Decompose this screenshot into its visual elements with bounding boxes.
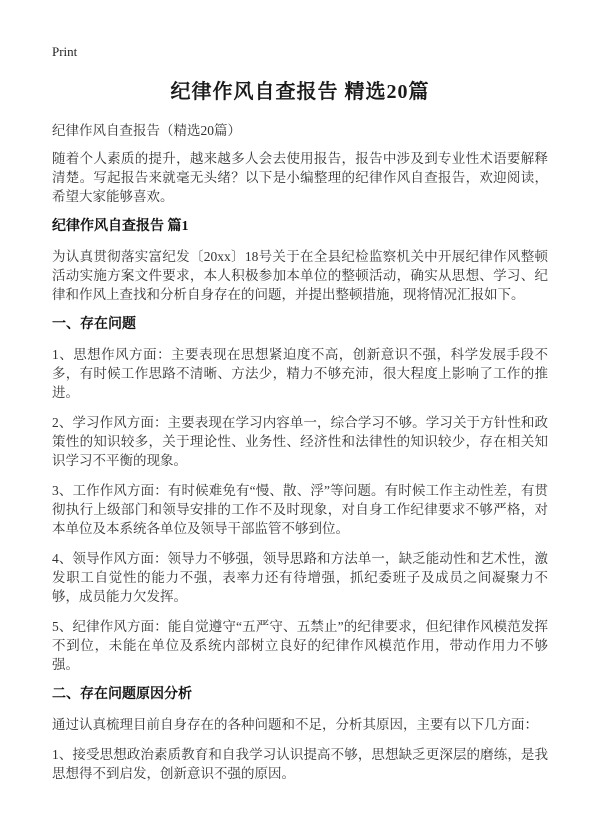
problem-item-4: 4、领导作风方面：领导力不够强，领导思路和方法单一，缺乏能动性和艺术性，激发职工自觉性的能力不强，表率力还有待增强，抓纪委班子及成员之间凝聚力不够，成员能力欠发挥。 — [52, 551, 548, 604]
intro-paragraph: 随着个人素质的提升，越来越多人会去使用报告，报告中涉及到专业性术语要解释清楚。写起报告来就毫无头绪？以下是小编整理的纪律作风自查报告，欢迎阅读，希望大家能够喜欢。 — [52, 151, 548, 204]
cause-item-1: 1、接受思想政治素质教育和自我学习认识提高不够，思想缺乏更深层的磨练，是我思想得不到启发，创新意识不强的原因。 — [52, 747, 548, 781]
section2-heading: 二、存在问题原因分析 — [52, 687, 192, 702]
section2-intro-paragraph: 通过认真梳理目前自身存在的各种问题和不足，分析其原因，主要有以下几方面： — [52, 717, 538, 732]
article1-intro-paragraph: 为认真贯彻落实富纪发〔20xx〕18号关于在全县纪检监察机关中开展纪律作风整顿活动实施方案文件要求，本人积极参加本单位的整顿活动，确实从思想、学习、纪律和作风上查找和分析自身存在的问题，并提出整顿措施，现将情况汇报如下。 — [52, 249, 548, 302]
problem-item-2: 2、学习作风方面：主要表现在学习内容单一，综合学习不够。学习关于方针性和政策性的知识较多，关于理论性、业务性、经济性和法律性的知识较少，存在相关知识学习不平衡的现象。 — [52, 415, 548, 468]
problem-item-1: 1、思想作风方面：主要表现在思想紧迫度不高，创新意识不强，科学发展手段不多，有时候工作思路不清晰、方法少，精力不够充沛，很大程度上影响了工作的推进。 — [52, 347, 548, 400]
article1-heading: 纪律作风自查报告 篇1 — [52, 219, 189, 234]
document-title: 纪律作风自查报告 精选20篇 — [170, 81, 430, 103]
problem-item-3: 3、工作作风方面：有时候难免有“慢、散、浮”等问题。有时候工作主动性差，有贯彻执行上级部门和领导安排的工作不及时现象，对自身工作纪律要求不够严格，对本单位及本系统各单位及领导干部监管不够到位。 — [52, 483, 548, 536]
problem-item-5: 5、纪律作风方面：能自觉遵守“五严守、五禁止”的纪律要求，但纪律作风模范发挥不到位，未能在单位及系统内部树立良好的纪律作风模范作用，带动作用力不够强。 — [52, 619, 548, 672]
print-link[interactable]: Print — [52, 44, 78, 59]
document-body — [52, 149, 548, 783]
document-subtitle: 纪律作风自查报告（精选20篇） — [52, 123, 241, 138]
section1-heading: 一、存在问题 — [52, 317, 136, 332]
